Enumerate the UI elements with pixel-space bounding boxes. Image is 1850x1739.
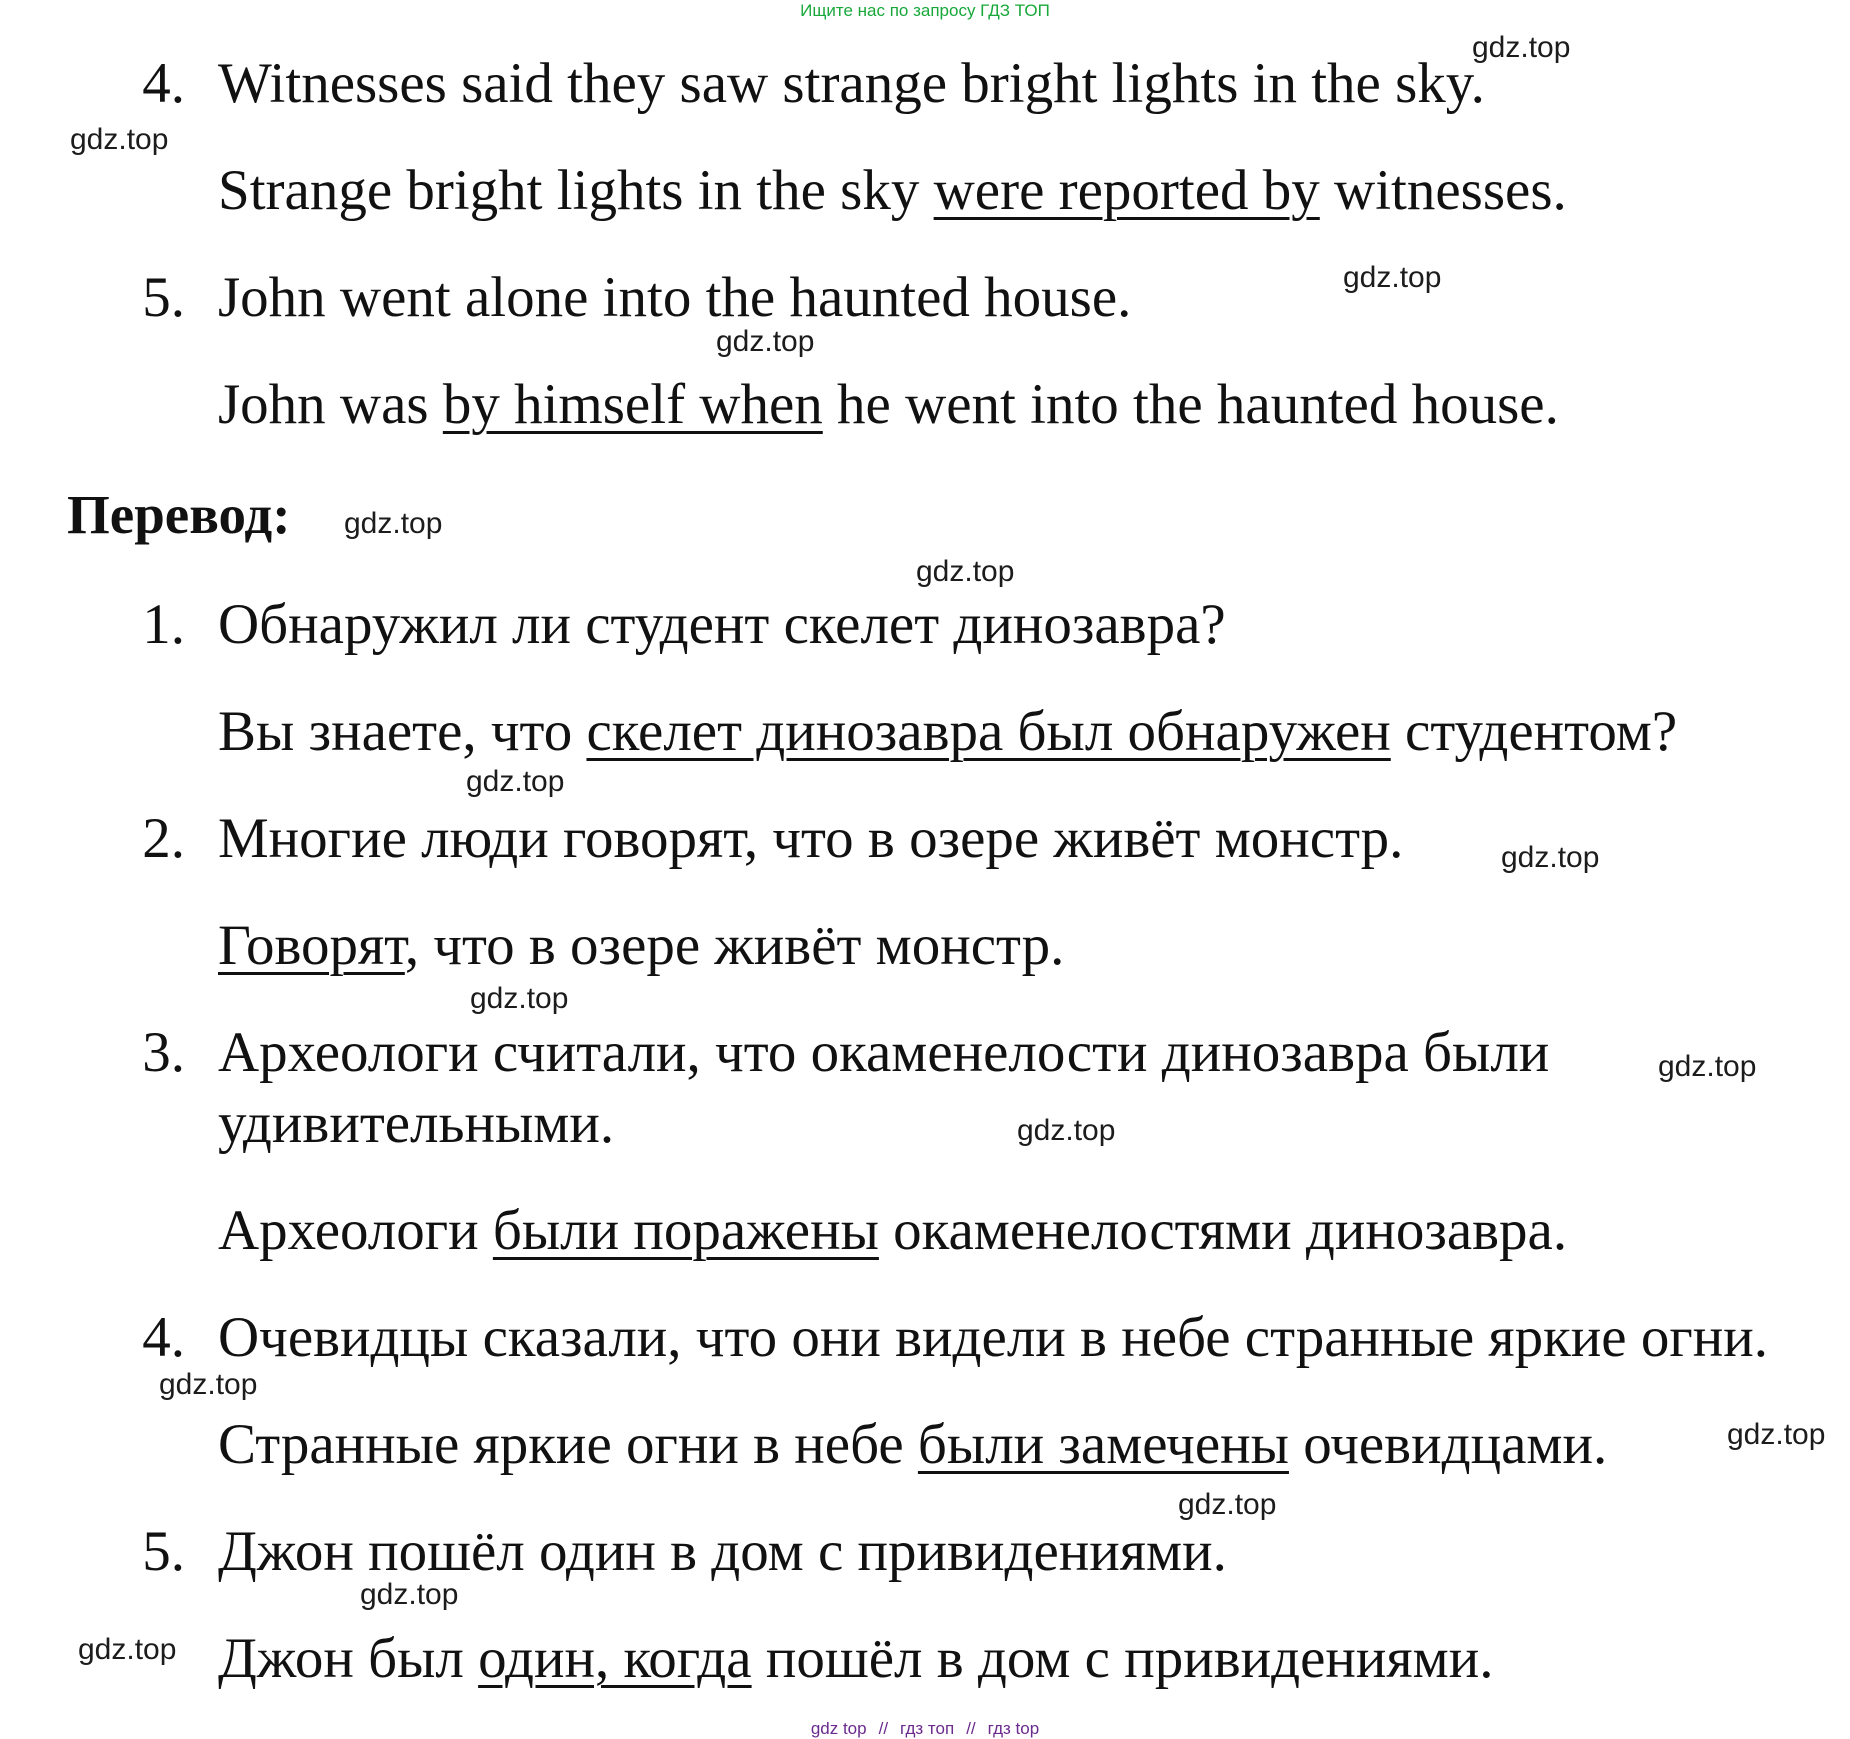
item-number: 5. (142, 1520, 185, 1583)
sentence-original: Многие люди говорят, что в озере живёт монстр. (218, 807, 1404, 870)
rewrite-text: witnesses. (1319, 159, 1567, 222)
watermark: gdz.top (159, 1368, 258, 1401)
footer-link[interactable]: gdz top (810, 1719, 867, 1738)
rewrite-text: Strange bright lights in the sky (218, 159, 934, 222)
sentence-original: Очевидцы сказали, что они видели в небе странные яркие огни. (218, 1306, 1768, 1369)
watermark: gdz.top (1017, 1114, 1116, 1147)
rewrite-text: , что в озере живёт монстр. (404, 914, 1065, 977)
watermark: gdz.top (1501, 841, 1600, 874)
watermark: gdz.top (1658, 1050, 1757, 1083)
watermark: gdz.top (1472, 31, 1571, 64)
search-banner: Ищите нас по запросу ГДЗ ТОП (800, 1, 1050, 20)
sentence-rewrite (218, 159, 1567, 222)
rewrite-underlined: были замечены (917, 1413, 1289, 1476)
rewrite-underlined: by himself when (442, 373, 823, 436)
sentence-rewrite (218, 914, 1065, 977)
footer-separator: // (878, 1719, 889, 1738)
rewrite-text: Странные яркие огни в небе (218, 1413, 918, 1476)
rewrite-underlined: were reported by (933, 159, 1320, 222)
watermark: gdz.top (1178, 1488, 1277, 1521)
sentence-rewrite (218, 1413, 1608, 1476)
sentence-rewrite (218, 700, 1678, 763)
translation-heading: Перевод: (67, 484, 291, 545)
sentence-rewrite (218, 373, 1559, 436)
rewrite-underlined: Говорят (218, 914, 405, 977)
rewrite-text: Джон был (218, 1627, 479, 1690)
watermark: gdz.top (716, 325, 815, 358)
footer-link[interactable]: гдз топ (900, 1719, 955, 1738)
watermark: gdz.top (70, 123, 169, 156)
rewrite-text: Археологи (218, 1199, 493, 1262)
watermark: gdz.top (1727, 1418, 1826, 1451)
sentence-original: Джон пошёл один в дом с привидениями. (218, 1520, 1227, 1583)
sentence-original: Обнаружил ли студент скелет динозавра? (218, 593, 1226, 656)
sentence-original-continued: удивительными. (218, 1092, 615, 1155)
rewrite-text: he went into the haunted house. (822, 373, 1559, 436)
watermark: gdz.top (78, 1633, 177, 1666)
item-number: 1. (142, 593, 185, 656)
sentence-rewrite (218, 1199, 1568, 1262)
watermark: gdz.top (466, 765, 565, 798)
item-number: 5. (142, 266, 185, 329)
rewrite-underlined: один, когда (478, 1627, 752, 1690)
item-number: 2. (142, 807, 185, 870)
item-number: 3. (142, 1021, 185, 1084)
rewrite-text: John was (218, 373, 443, 436)
rewrite-text: пошёл в дом с привидениями. (751, 1627, 1494, 1690)
item-number: 4. (142, 1306, 185, 1369)
footer-links (0, 1719, 1850, 1739)
sentence-rewrite (218, 1627, 1494, 1690)
watermark: gdz.top (470, 982, 569, 1015)
footer-link[interactable]: гдз top (987, 1719, 1040, 1738)
item-number: 4. (142, 52, 185, 115)
rewrite-text: Вы знаете, что (218, 700, 587, 763)
rewrite-text: студентом? (1390, 700, 1678, 763)
rewrite-underlined: были поражены (492, 1199, 879, 1262)
watermark: gdz.top (344, 507, 443, 540)
watermark: gdz.top (916, 555, 1015, 588)
sentence-original: Witnesses said they saw strange bright lights in the sky. (218, 52, 1485, 115)
watermark: gdz.top (1343, 261, 1442, 294)
rewrite-text: окаменелостями динозавра. (878, 1199, 1568, 1262)
sentence-original: Археологи считали, что окаменелости динозавра были (218, 1021, 1550, 1084)
rewrite-underlined: скелет динозавра был обнаружен (586, 700, 1391, 763)
sentence-original: John went alone into the haunted house. (218, 266, 1132, 329)
rewrite-text: очевидцами. (1288, 1413, 1608, 1476)
footer-separator: // (966, 1719, 976, 1738)
watermark: gdz.top (360, 1578, 459, 1611)
